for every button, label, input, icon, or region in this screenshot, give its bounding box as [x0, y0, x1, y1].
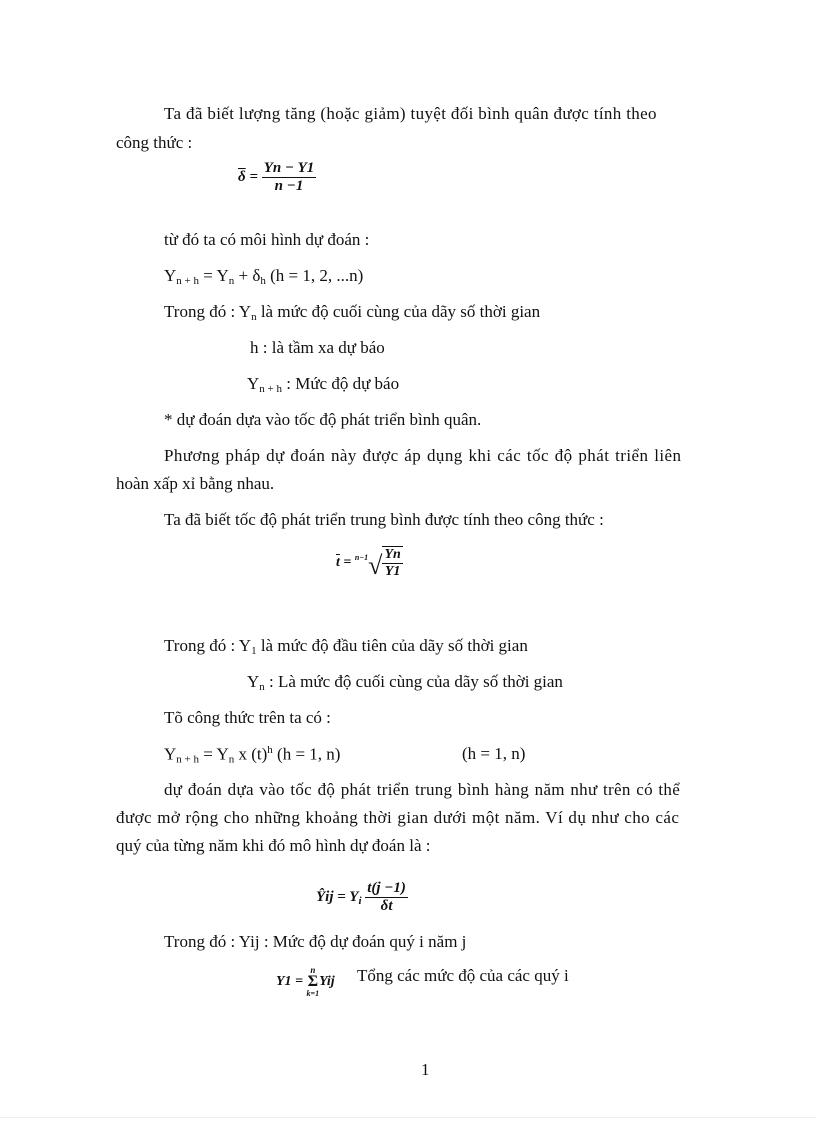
- paragraph-1-cont: công thức :: [116, 133, 193, 152]
- formula3-isub: i: [358, 894, 362, 907]
- paragraph-12: [164, 780, 680, 800]
- p3-a: Trong đó : Y: [164, 302, 252, 321]
- formula-growth-rate: [336, 546, 403, 581]
- m2-c: x (t): [234, 744, 268, 764]
- formula1-denominator: n −1: [274, 178, 304, 194]
- formula2-root-index: n−1: [354, 553, 369, 563]
- p10-b: : Là mức độ cuối cùng của dãy số thời gian: [264, 672, 563, 691]
- formula2-eq: =: [339, 555, 355, 571]
- p5-b: : Mức độ dự báo: [282, 374, 400, 393]
- paragraph-5: [247, 374, 399, 395]
- paragraph-9: [164, 636, 528, 657]
- p12-text: dự đoán dựa vào tốc độ phát triển trung bình hàng năm như trên có thể: [164, 780, 681, 799]
- m1-y: Y: [164, 266, 177, 285]
- formula-quarterly-model: [316, 880, 408, 915]
- m1-c: + δ: [234, 266, 261, 285]
- paragraph-13: Trong đó : Yij : Mức độ dự đoán quý i năm j: [164, 932, 467, 951]
- p1-text: Ta đã biết lượng tăng (hoặc giảm) tuyệt đối bình quân được tính theo: [164, 104, 657, 123]
- paragraph-7: [164, 446, 682, 466]
- paragraph-3: [164, 302, 540, 323]
- paragraph-2: từ đó ta có môi hình dự đoán :: [164, 230, 370, 249]
- formula1-numerator: Yn − Y1: [263, 160, 315, 176]
- p10-sub: n: [259, 681, 265, 693]
- paragraph-7-cont: hoàn xấp xỉ bằng nhau.: [116, 474, 275, 493]
- paragraph-8: Ta đã biết tốc độ phát triển trung bình được tính theo công thức :: [164, 510, 604, 529]
- formula-sum: [276, 966, 335, 998]
- formula4-top: n: [310, 965, 316, 975]
- formula3-numerator: t(j −1): [367, 880, 406, 896]
- p5-sub: n + h: [259, 383, 282, 395]
- paragraph-1: [164, 104, 657, 124]
- formula2-denominator: Y1: [384, 564, 401, 579]
- model-equation-1: [164, 266, 363, 287]
- paragraph-10: [247, 672, 563, 693]
- m2-csup: h: [267, 744, 273, 756]
- radical-icon: √: [368, 551, 383, 581]
- formula2-numerator: Yn: [384, 547, 401, 562]
- formula3-denominator: δt: [380, 898, 393, 914]
- p3-b: là mức độ cuối cùng của dãy số thời gian: [256, 302, 541, 321]
- p9-sub: 1: [251, 645, 257, 657]
- model-equation-2-alt: (h = 1, n): [462, 744, 526, 763]
- p7-text: Phương pháp dự đoán này được áp dụng khi các tốc độ phát triển liên: [164, 446, 682, 465]
- paragraph-14: Tổng các mức độ của các quý i: [357, 966, 569, 985]
- formula3-lhs: Ŷij: [316, 888, 334, 905]
- m1-b: = Y: [199, 266, 229, 285]
- p3-sub: n: [251, 311, 257, 323]
- p9-b: là mức độ đầu tiên của dãy số thời gian: [256, 636, 528, 655]
- m2-bsub: n: [228, 753, 235, 766]
- paragraph-6: * dự đoán dựa vào tốc độ phát triển bình quân.: [164, 410, 482, 429]
- m1-bsub: n: [228, 275, 235, 287]
- formula2-lhs: $\overline{t}$: [336, 555, 340, 571]
- paragraph-12-cont: [116, 808, 679, 828]
- model-equation-2: [164, 744, 340, 766]
- formula1-eq: =: [245, 168, 262, 185]
- m1-csub: h: [260, 275, 266, 287]
- m1-d: (h = 1, 2, ...n): [265, 266, 364, 285]
- formula4-eq: =: [291, 974, 307, 990]
- formula4-bottom: k=1: [306, 989, 320, 998]
- formula1-lhs: $\overline{\delta}$: [238, 168, 246, 185]
- p5-a: Y: [247, 374, 260, 393]
- p12b-text: được mở rộng cho những khoảng thời gian dưới một năm. Ví dụ như cho các: [116, 808, 680, 827]
- m2-a: Y: [164, 744, 177, 764]
- formula-mean-change: [238, 160, 316, 195]
- paragraph-4: h : là tầm xa dự báo: [250, 338, 385, 357]
- m1-sub: n + h: [176, 275, 199, 287]
- m2-asub: n + h: [176, 753, 199, 766]
- page-number: 1: [421, 1060, 430, 1079]
- sigma-icon: Σ: [307, 973, 319, 990]
- paragraph-12-cont2: quý của từng năm khi đó mô hình dự đoán là :: [116, 836, 431, 855]
- formula4-lhs: Y1: [276, 974, 292, 990]
- p10-a: Y: [247, 672, 260, 691]
- page-bottom-divider: [0, 1117, 816, 1118]
- formula4-term: Yij: [319, 974, 335, 990]
- paragraph-11: Tõ công thức trên ta có :: [164, 708, 331, 727]
- p9-a: Trong đó : Y: [164, 636, 252, 655]
- formula3-eq: = Y: [333, 888, 359, 905]
- m2-d: (h = 1, n): [272, 744, 341, 764]
- m2-b: = Y: [199, 744, 229, 764]
